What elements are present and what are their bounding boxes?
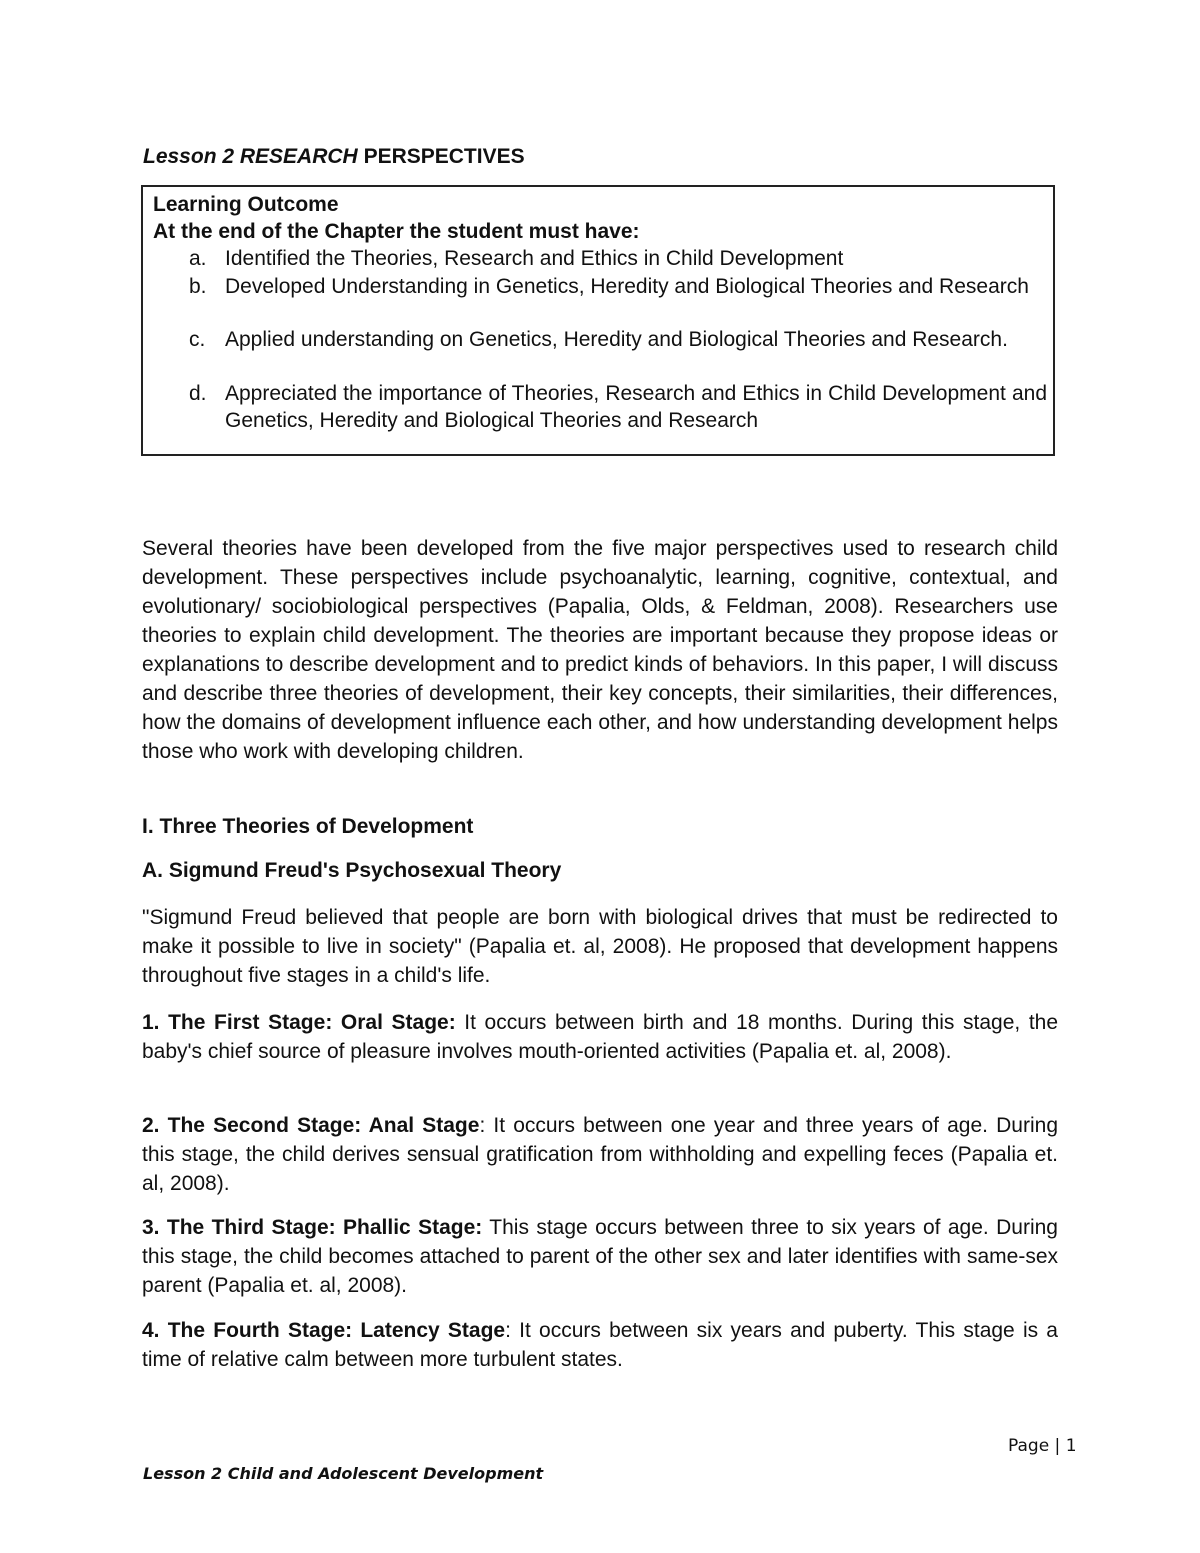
lesson-title-italic: Lesson 2 RESEARCH	[143, 145, 358, 168]
section-heading: I. Three Theories of Development	[142, 815, 474, 838]
outcome-marker: b.	[189, 275, 207, 298]
footer-text: Lesson 2 Child and Adolescent Development	[143, 1464, 544, 1483]
stage-2-paragraph	[142, 1111, 1058, 1198]
page-number: Page | 1	[1008, 1436, 1077, 1456]
outcome-text: Identified the Theories, Research and Ethics in Child Development	[225, 247, 844, 270]
stage-label: 2. The Second Stage: Anal Stage	[142, 1114, 480, 1137]
stage-label: 3. The Third Stage: Phallic Stage:	[142, 1216, 483, 1239]
intro-paragraph: Several theories have been developed from the five major perspectives used to research child development. These perspectives include psychoanalytic, learning, cognitive, contextual, and evolutionary/ sociobiological perspectives (Papalia, Olds, & Feldman, 2008). Researchers use theories to explain child development. The theories are important because they propose ideas or explanations to describe development and to predict kinds of behaviors. In this paper, I will discuss and describe three theories of development, their key concepts, their similarities, their differences, how the domains of development influence each other, and how understanding development helps those who work with developing children.	[142, 537, 1058, 763]
freud-paragraph: "Sigmund Freud believed that people are born with biological drives that must be redirected to make it possible to live in society" (Papalia et. al, 2008). He proposed that development happens throughout five stages in a child's life.	[142, 906, 1058, 987]
stage-text: This stage occurs between three to six years of age. During this stage, the child becomes attached to parent of the other sex and later identifies with same-sex parent (Papalia et. al, 2008).	[142, 1216, 1058, 1297]
stage-label: 1. The First Stage: Oral Stage:	[142, 1011, 456, 1034]
stage-text: : It occurs between one year and three years of age. During this stage, the child derives sensual gratification from withholding and expelling feces (Papalia et. al, 2008).	[142, 1114, 1058, 1195]
learning-outcome-box	[141, 185, 1055, 456]
learning-outcome-heading: Learning Outcome	[153, 193, 339, 216]
stage-4-paragraph	[142, 1316, 1058, 1374]
subsection-heading: A. Sigmund Freud's Psychosexual Theory	[142, 859, 562, 882]
stage-label: 4. The Fourth Stage: Latency Stage	[142, 1319, 506, 1342]
outcome-text: Appreciated the importance of Theories, Research and Ethics in Child Development and Genetics, Heredity and Biological Theories and Research	[225, 382, 1047, 432]
stage-text: It occurs between birth and 18 months. During this stage, the baby's chief source of pleasure involves mouth-oriented activities (Papalia et. al, 2008).	[142, 1011, 1059, 1063]
outcome-marker: d.	[189, 382, 207, 405]
outcome-marker: c.	[189, 328, 206, 351]
learning-outcome-subheading: At the end of the Chapter the student must have:	[153, 220, 640, 243]
stage-1-paragraph	[142, 1008, 1058, 1066]
outcome-marker: a.	[189, 247, 207, 270]
outcome-text: Developed Understanding in Genetics, Heredity and Biological Theories and Research	[225, 275, 1029, 298]
lesson-title	[143, 143, 525, 171]
lesson-title-regular: PERSPECTIVES	[363, 145, 525, 168]
stage-text: : It occurs between six years and puberty. This stage is a time of relative calm between more turbulent states.	[142, 1319, 1058, 1371]
stage-3-paragraph	[142, 1213, 1058, 1300]
outcome-text: Applied understanding on Genetics, Heredity and Biological Theories and Research.	[225, 328, 1008, 351]
